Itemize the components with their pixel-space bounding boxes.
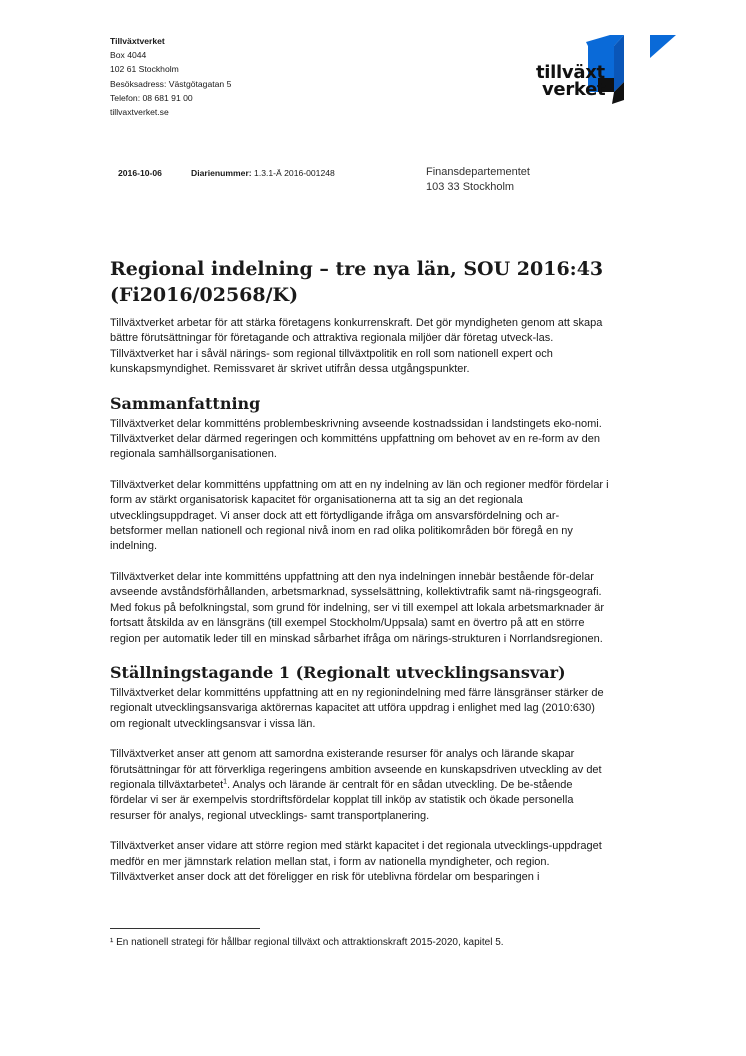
diarienummer: [191, 168, 335, 178]
title-line1: Regional indelning – tre nya län, SOU 2016:43: [110, 258, 604, 280]
position-paragraph-2: [110, 747, 610, 824]
tillvaxtverket-logo: [528, 34, 680, 106]
recipient-line1: Finansdepartementet: [426, 166, 530, 178]
position-paragraph-2a: Tillväxtverket anser att genom att samordna existerande resurser för analys och lärande skapar förutsättningar för att förverkliga regeringens ambition avseende en kunskapsdriven utveckling av det regionala tillväxtarbetet: [110, 748, 602, 791]
document-meta: [118, 168, 335, 178]
position-paragraph-3: Tillväxtverket anser vidare att större region med stärkt kapacitet i det regionala utvecklings-uppdraget medför en mer jämnstark relation mellan stat, i form av nationella myndigheter, och region. Tillväxtverket anser dock att det föreligger en risk för uteblivna fördelar om besparingen i: [110, 840, 602, 883]
position-paragraph-1: Tillväxtverket delar kommitténs uppfattning att en ny regionindelning med färre länsgränser stärker de regionalt utvecklingsansvariga aktörernas kapacitet att utföra uppdrag i enlighet med lag (2010:630) om regionalt utvecklingsansvar i vissa län.: [110, 686, 604, 730]
document-date: 2016-10-06: [118, 168, 162, 178]
sender-phone: Telefon: 08 681 91 00: [110, 92, 193, 103]
summary-paragraph-1: Tillväxtverket delar kommitténs problembeskrivning avseende kostnadssidan i landstingets eko-nomi. Tillväxtverket delar därmed regeringen och kommitténs uppfattning om behovet av en re-form av den regionala samhällsorganisationen.: [110, 417, 602, 461]
footnote-ref[interactable]: 1: [223, 778, 228, 786]
summary-paragraph-2: Tillväxtverket delar kommitténs uppfattning om att en ny indelning av län och regioner medför fördelar i form av stärkt organisatorisk kapacitet för organisationerna att ta sig an det regionala utvecklingsuppdraget. Vi anser dock att ett förtydligande ifråga om ansvarsfördelning och ar-betsformer mellan nationell och regional nivå inom en rad olika politikområden bör föregå en ny indelning.: [110, 478, 609, 553]
sender-address: [110, 34, 231, 119]
sender-web: tillvaxtverket.se: [110, 107, 169, 118]
recipient-line2: 103 33 Stockholm: [426, 181, 515, 193]
title-line2: (Fi2016/02568/K): [110, 284, 299, 306]
diarienummer-label: Diarienummer:: [191, 168, 252, 178]
sender-visiting: Besöksadress: Västgötagatan 5: [110, 78, 232, 89]
intro-paragraph: Tillväxtverket arbetar för att stärka företagens konkurrenskraft. Det gör myndigheten genom att skapa bättre förutsättningar för företagande och attraktiva regionala miljöer där företag utveck-las. Tillväxtverket har i såväl närings- som regional tillväxtpolitik en roll som nationell expert och kunskapsmyndighet. Remissvaret är skrivet utifrån dessa utgångspunkter.: [110, 317, 603, 376]
document-title: [110, 256, 630, 308]
position-paragraph-2b: . Analys och lärande är centralt för en sådan utveckling. De be-stående fördelar vi ser är exempelvis stordriftsfördelar kopplat till inköp av statistik och ökade personella resurser för analys, regional utvecklings- samt transportplanering.: [110, 778, 574, 822]
section-heading-position-1: Ställningstagande 1 (Regionalt utvecklingsansvar): [110, 662, 566, 682]
footnote-divider: [110, 928, 260, 929]
footnote: ¹ En nationell strategi för hållbar regional tillväxt och attraktionskraft 2015-2020, kapitel 5.: [110, 937, 504, 948]
sender-box: Box 4044: [110, 50, 147, 61]
recipient-address: [426, 165, 530, 195]
document-body: [110, 316, 610, 900]
logo-wordmark: [536, 64, 605, 98]
sender-postal: 102 61 Stockholm: [110, 64, 179, 75]
sender-org: Tillväxtverket: [110, 36, 165, 46]
diarienummer-value: 1.3.1-Ä 2016-001248: [254, 168, 335, 178]
logo-line2: verket: [542, 79, 606, 100]
section-heading-summary: Sammanfattning: [110, 393, 261, 413]
logo-line1: tillväxt: [536, 62, 605, 83]
summary-paragraph-3: Tillväxtverket delar inte kommitténs uppfattning att den nya indelningen innebär bestående för-delar avseende avståndsförhållanden, arbetsmarknad, sysselsättning, kollektivtrafik samt nä-ringsgeografi. Med fokus på befolkningstal, som grund för indelning, ser vi till exempel att lokala arbetsmarknader är fortsatt åtskilda av en länsgräns (till exempel Stockholm/Uppsala) samt en övertro på att en större region per automatik leder till en minskad sårbarhet ifråga om närings-strukturen i Norrlandsregionen.: [110, 570, 605, 645]
